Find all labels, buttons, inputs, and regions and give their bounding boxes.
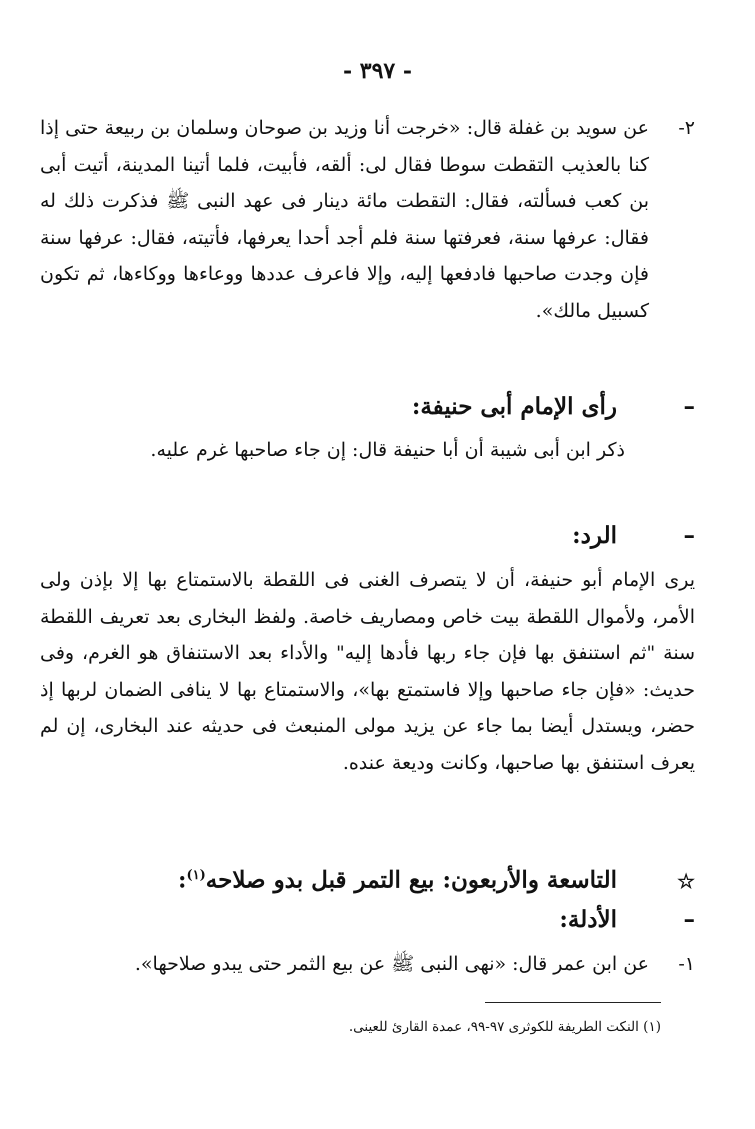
star-icon: ☆	[677, 868, 695, 893]
footnote-divider	[485, 1002, 661, 1003]
item-1-marker: ١-	[678, 953, 695, 975]
item-2-text: عن سويد بن غفلة قال: «خرجت أنا وزيد بن صوحان وسلمان بن ربيعة حتى إذا كنا بالعذيب التقطت سوطا فقال لى: ألقه، فأبيت، فلما أتينا المدينة، أتيت أبى بن كعب فسألته، فقال: التقطت مائة دينار فى عهد النبى ﷺ فذكرت ذلك له فقال: عرفها سنة، فعرفتها سنة فلم أجد أحدا يعرفها، فأتيته، فقال: عرفها سنة فإن وجدت صاحبها فادفعها إليه، وإلا فاعرف عددها ووعاءها ووكاءها، ثم تكون كسبيل مالك».	[40, 117, 649, 322]
section-49-colon: :	[177, 866, 187, 894]
hadith-item-2	[40, 110, 695, 329]
section-49-heading-text: التاسعة والأربعون: بيع التمر قبل بدو صلاحه	[205, 866, 617, 894]
item-1-text: عن ابن عمر قال: «نهى النبى ﷺ عن بيع الثمر حتى يبدو صلاحها».	[134, 953, 649, 975]
item-2-marker: ٢-	[678, 117, 695, 139]
evidence-heading-text: الأدلة:	[559, 906, 617, 933]
evidence-heading	[40, 902, 695, 938]
abu-hanifa-heading-text: رأى الإمام أبى حنيفة:	[411, 393, 617, 420]
hadith-item-1	[40, 946, 695, 983]
reply-heading-text: الرد:	[572, 522, 617, 549]
page-number: - ٣٩٧ -	[342, 58, 413, 84]
footnote: (١) النكت الطريفة للكوثرى ٩٧-٩٩، عمدة القارئ للعينى.	[348, 1019, 661, 1035]
reply-heading	[40, 518, 695, 554]
evidence-dash: –	[683, 906, 695, 933]
abu-hanifa-text: ذكر ابن أبى شيبة أن أبا حنيفة قال: إن جاء صاحبها غرم عليه.	[150, 439, 625, 461]
section-49-heading	[40, 858, 695, 899]
reply-paragraph: يرى الإمام أبو حنيفة، أن لا يتصرف الغنى فى اللقطة بالاستمتاع بها إلا بإذن ولى الأمر، ولأموال اللقطة بيت خاص ومصاريف خاصة. ولفظ البخارى بعد تعريف اللقطة سنة "ثم استنفق بها فإن جاء ربها فأدها إليه" والأداء بعد الاستنفاق هو الغرم، وفى حديث: «فإن جاء صاحبها وإلا فاستمتع بها»، والاستمتاع بها لا ينافى الضمان لربها إذ حضر، ويستدل أيضا بما جاء عن يزيد مولى المنبعث فى حديثه عند البخارى، إن لم يعرف استنفق بها صاحبها، وكانت وديعة عنده.	[40, 569, 695, 774]
abu-hanifa-heading	[40, 389, 695, 425]
footnote-ref: (١)	[186, 868, 206, 883]
reply-dash: –	[683, 522, 695, 549]
abu-hanifa-dash: –	[683, 393, 695, 420]
